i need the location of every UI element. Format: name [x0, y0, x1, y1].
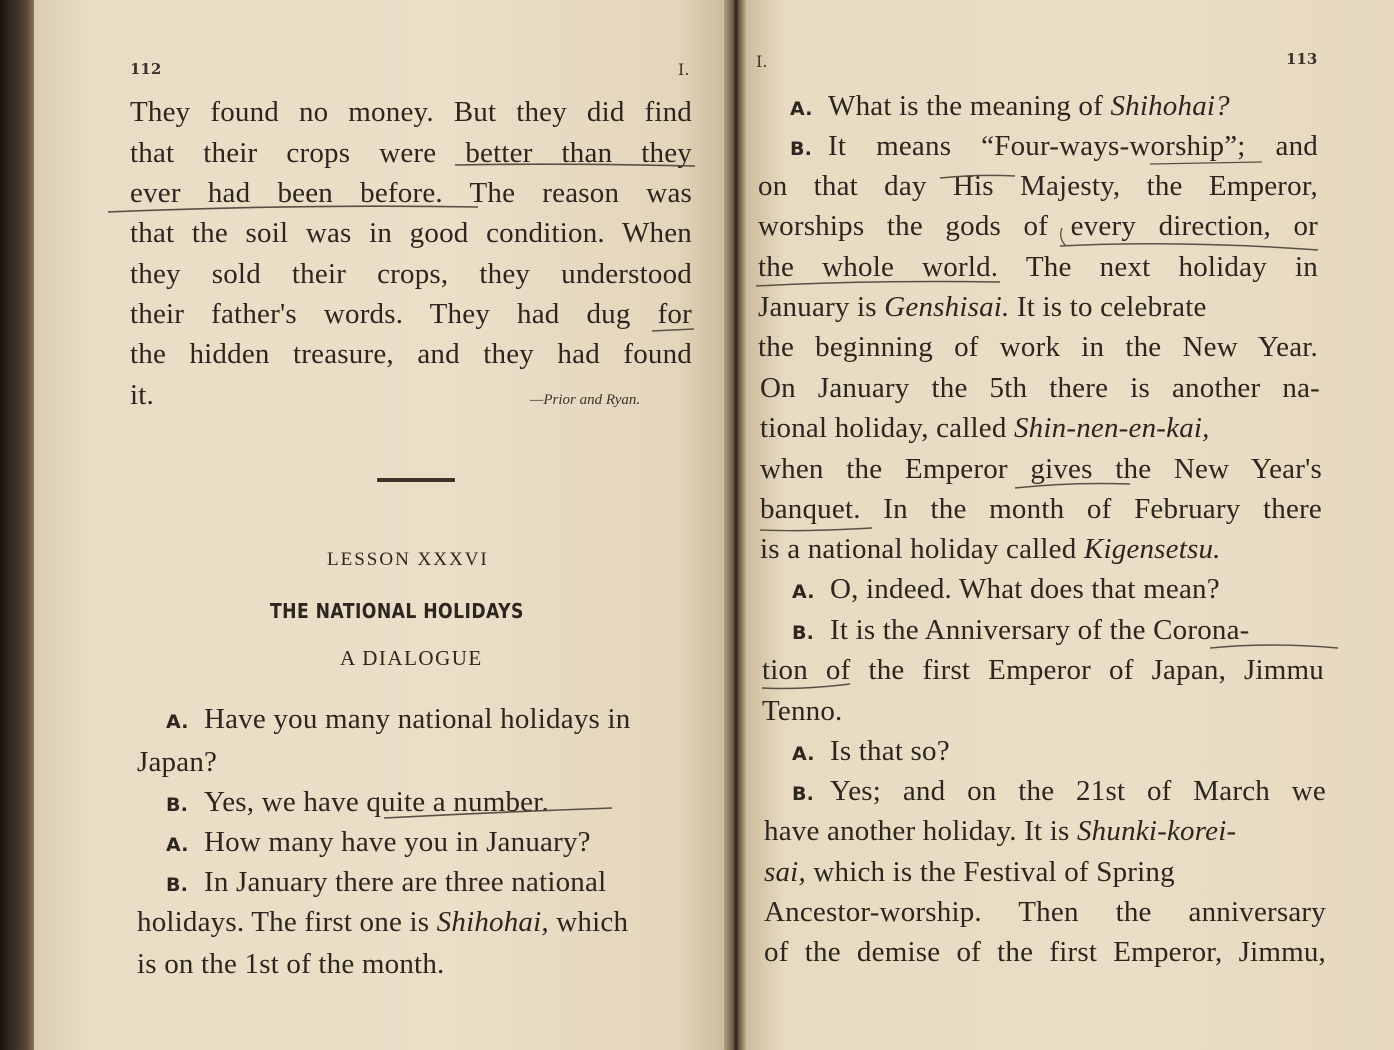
speaker-label: A. [790, 98, 813, 120]
lesson-subtitle: A DIALOGUE [340, 646, 483, 670]
left-page-number: 112 [130, 60, 162, 78]
speaker-label: B. [792, 783, 815, 805]
speaker-label: B. [166, 794, 189, 816]
dialogue-text: In January there are three national [204, 866, 607, 898]
speaker-label: B. [790, 138, 813, 160]
right-line-3: on that day His Majesty, the Emperor, [758, 170, 1318, 202]
right-line-17 [792, 735, 950, 768]
right-line-22: of the demise of the first Emperor, Jimmu, [764, 936, 1326, 968]
text-segment: is a national holiday called [760, 533, 1084, 565]
dialogue-line-4 [166, 866, 606, 899]
dialogue-line-4-cont-1 [137, 906, 628, 939]
right-line-8: On January the 5th there is another na- [760, 372, 1320, 404]
italic-term: Shin-nen-en-kai, [1013, 412, 1210, 444]
text-segment: January is [758, 291, 885, 323]
text-segment: Is that so? [830, 735, 950, 767]
dialogue-line-3 [166, 826, 591, 859]
text-segment: which [548, 906, 629, 938]
section-rule [377, 478, 455, 482]
text-segment: Yes; and on the 21st of March we [830, 775, 1326, 807]
right-line-5: the whole world. The next holiday in [758, 251, 1318, 283]
dialogue-line-4-cont-2: is on the 1st of the month. [137, 948, 445, 980]
attribution: —Prior and Ryan. [530, 392, 641, 408]
right-line-13 [792, 573, 1220, 606]
dialogue-line-2 [166, 786, 549, 819]
right-page-number: 113 [1286, 50, 1318, 68]
speaker-label: A. [166, 711, 189, 733]
story-line-1: They found no money. But they did find [130, 96, 692, 128]
right-line-7: the beginning of work in the New Year. [758, 331, 1318, 363]
text-segment: It means “Four-ways-worship”; and [828, 130, 1318, 162]
text-segment: O, indeed. What does that mean? [830, 573, 1220, 605]
italic-term: Shihohai? [1110, 90, 1230, 122]
right-line-12 [760, 533, 1221, 566]
dialogue-line-1-cont: Japan? [137, 746, 218, 778]
story-line-6: their father's words. They had dug for [130, 298, 692, 330]
speaker-label: A. [166, 834, 189, 856]
right-line-21: Ancestor-worship. Then the anniversary [764, 896, 1326, 928]
speaker-label: A. [792, 581, 815, 603]
text-segment: which is the Festival of Spring [805, 856, 1175, 888]
right-line-20 [764, 856, 1175, 889]
right-line-2 [790, 130, 1318, 163]
book-gutter [724, 0, 746, 1050]
text-segment: tional holiday, called [760, 412, 1014, 444]
book-edge [0, 0, 34, 1050]
lesson-title: THE NATIONAL HOLIDAYS [270, 599, 524, 623]
speaker-label: B. [166, 874, 189, 896]
right-line-11: banquet. In the month of February there [760, 493, 1322, 525]
speaker-label: A. [792, 743, 815, 765]
dialogue-text: Yes, we have quite a number. [204, 786, 549, 818]
dialogue-text: How many have you in January? [204, 826, 591, 858]
text-segment: It is the Anniversary of the Corona- [830, 614, 1250, 646]
text-segment: It is to celebrate [1009, 291, 1207, 323]
italic-term: Shunki-korei- [1076, 815, 1237, 847]
right-line-6 [758, 291, 1320, 324]
text-segment: holidays. The first one is [137, 906, 437, 938]
right-line-15: tion of the first Emperor of Japan, Jimmu [762, 654, 1324, 686]
text-segment: have another holiday. It is [764, 815, 1077, 847]
speaker-label: B. [792, 622, 815, 644]
story-line-7: the hidden treasure, and they had found [130, 338, 692, 370]
text-segment: What is the meaning of [828, 90, 1111, 122]
story-line-2: that their crops were better than they [130, 137, 692, 169]
italic-term: Kigensetsu. [1083, 533, 1221, 565]
dialogue-line-1 [166, 703, 696, 736]
left-chapter-marker: I. [678, 60, 690, 79]
right-line-16: Tenno. [762, 695, 843, 727]
story-line-3: ever had been before. The reason was [130, 177, 692, 209]
story-line-4: that the soil was in good condition. When [130, 217, 692, 249]
dialogue-text: Have you many national holidays in [204, 703, 631, 735]
right-line-1 [790, 90, 1230, 123]
right-line-4: worships the gods of every direction, or [758, 210, 1318, 242]
lesson-number: LESSON XXXVI [327, 549, 489, 570]
italic-term: sai, [764, 856, 806, 888]
right-line-9 [760, 412, 1210, 445]
right-line-18 [792, 775, 1326, 808]
right-line-19 [764, 815, 1236, 848]
right-line-14 [792, 614, 1250, 647]
italic-term: Shihohai, [436, 906, 549, 938]
right-chapter-marker: I. [756, 52, 768, 71]
italic-term: Genshisai. [884, 291, 1010, 323]
right-line-10: when the Emperor gives the New Year's [760, 453, 1322, 485]
story-line-8: it. [130, 379, 154, 411]
story-line-5: they sold their crops, they understood [130, 258, 692, 290]
